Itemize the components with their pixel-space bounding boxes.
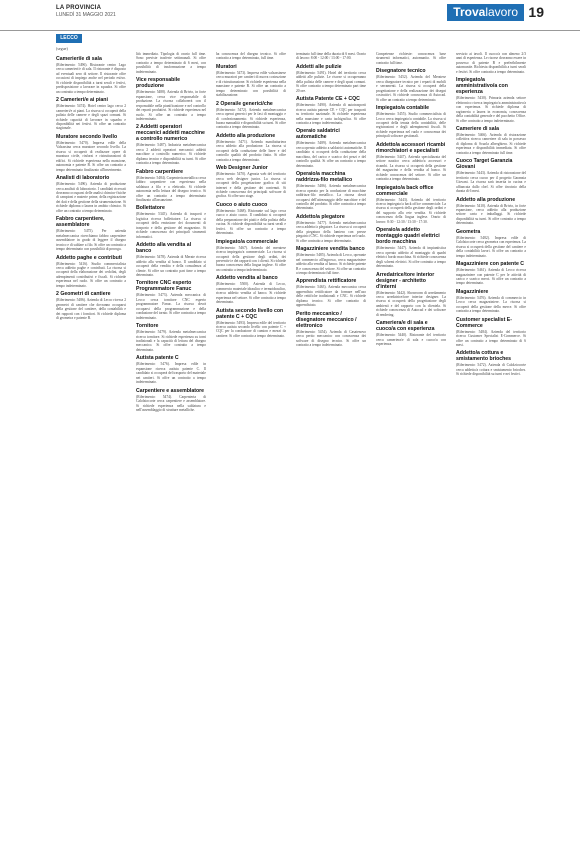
job-title: Web Designer Junior [216, 165, 268, 172]
job-description: (Riferimento: 5410). Azienda di Brivio, in forte espansione, cerca addetto alla produzione settore carta e imballaggi. Si richiede disponibilità su turni. Si offre contratto a tempo determinato. [456, 203, 526, 226]
brand-bold: Trova [453, 5, 486, 19]
column-4 [296, 52, 366, 842]
job-description: (Riferimento: 5471). Azienda manifatturiera cerca addetto alla produzione. La risorsa si occuperà della conduzione delle linee e del controllo qualità del prodotto finito. Si offre contratto a tempo determinato. [216, 139, 286, 162]
job-ad [376, 227, 446, 268]
job-ad [136, 205, 206, 239]
job-ad [136, 388, 206, 413]
brand-light: lavoro [485, 5, 518, 19]
job-ad [216, 202, 286, 236]
job-ad [216, 308, 286, 339]
job-description: (Riferimento: 5476). Azienda di commercio in Lecco cerca magazziniere. La risorsa si occuperà della gestione della merce. Si offre contratto a tempo determinato. [456, 295, 526, 314]
job-ad [56, 97, 126, 131]
job-description: (Riferimento: 5473). Azienda meccanica di Lecco cerca tornitore CNC esperto programmatore Fanuc. La risorsa dovrà occuparsi della programmazione e della conduzione del tornio. Si offre contratto a tempo indeterminato. [136, 293, 206, 320]
job-title: Addetto/a accessori ricambi rimorchiatori e specialisti [376, 141, 446, 154]
publication-name: LA PROVINCIA [56, 5, 102, 11]
job-description: (Riferimento: 5487). Industria metalmeccanica cerca 2 addetti operatori meccanici addetti macchine a controllo numerico. Si richiede diploma tecnico e disponibilità su turni. Si offre contratto a tempo determinato. [136, 143, 206, 166]
job-description: (Riferimento: 5478). Azienda di Merate ricerca addetto alla vendita al banco. Il candidato si occuperà della vendita e della consulenza al cliente. Si offre un contratto part time a tempo determinato. [136, 255, 206, 277]
job-description: (Riferimento: 5488). Azienda di Brivio, in forte espansione, cerca vice responsabile di produzione. La risorsa collaborerà con il responsabile nella pianificazione e nel controllo dei reparti produttivi. Si richiede esperienza nel ruolo. Si offre un contratto a tempo indeterminato. [136, 90, 206, 121]
job-title: Muratore secondo livello [56, 133, 118, 140]
job-ad [296, 171, 366, 211]
job-title: Tornitore [136, 323, 159, 330]
job-description: (Riferimento: 5496). Azienda di produzione cerca analisti di laboratorio. I candidati ricercati dovranno occuparsi delle analisi chimico-fisiche di campioni e materie prime, della registrazione dei dati e della gestione della strumentazione. Si richiede diploma o laurea in ambito chimico. Si offre un contratto a tempo determinato. [56, 182, 126, 213]
job-description: (Riferimento: 5447). Azienda specializzata del settore nautico cerca addetto/a accessori e ricambi. La risorsa si occuperà della gestione del magazzino e della vendita al banco. Si richiede conoscenza del settore. Si offre un contratto a tempo determinato. [376, 154, 446, 182]
job-ad [296, 96, 366, 125]
job-ad [376, 320, 446, 346]
job-title: 2 Addetti operatori meccanici addetti macchine a controllo numerico [136, 124, 205, 143]
job-ad [136, 124, 206, 165]
job-ad [56, 291, 126, 320]
job-ad [456, 126, 526, 155]
job-description: (Riferimento: 5486). Azienda metalmeccanica ricerca operaio per la conduzione di macchine raddrizza-filo metallico. La risorsa dovrà occuparsi dell'attrezzaggio delle macchine e del controllo del prodotto. Si offre contratto a tempo determinato. [296, 184, 366, 211]
job-title: Operaio/a macchina raddrizza-filo metallico [296, 171, 353, 184]
job-title: Muratori [216, 63, 237, 70]
job-description: (Riferimento: 5467). Azienda del meratese ricerca impiegato/a commerciale. La risorsa si occuperà della gestione degli ordini, dei preventivi e dei rapporti con i clienti. Si richiede buona conoscenza della lingua inglese. Si offre un contratto a tempo indeterminato. [216, 245, 286, 272]
job-description: (Riferimento: 5470). Agenzia web del territorio cerca web designer junior. La risorsa si occuperà della progettazione grafica di siti internet e della gestione dei contenuti. Si richiede conoscenza dei principali software di grafica. Si offre uno stage. [216, 172, 286, 199]
job-title: Fabbro carpentiere [136, 168, 183, 175]
column-2 [136, 52, 206, 842]
job-title: Cuoco Target Garanzia Giovani [456, 158, 513, 171]
job-title: Addetto alla produzione [216, 132, 276, 139]
job-ad [296, 214, 366, 243]
job-ad [56, 255, 126, 289]
job-description: (Riferimento: 5474). Hotel centro lago cerca 2 camerieri/e ai piani. La risorsa si occuperà della pulizia delle camere e degli spazi comuni. Si richiede capacità di lavorare in squadra e disponibilità nei festivi. Si offre un contratto stagionale. [56, 104, 126, 131]
job-description: (Riferimento: 5461). Azienda di Lecco ricerca magazziniere con patente C per le attività di carico e scarico merci. Si offre un contratto a tempo determinato. [456, 268, 526, 286]
job-ad [56, 134, 126, 172]
job-title: Bollettatore [136, 205, 165, 212]
job-title: Impiegato/a commerciale [216, 238, 278, 245]
job-title: Autista Patente CE + CQC [296, 96, 360, 103]
page-number: 19 [528, 4, 544, 20]
job-ad [296, 128, 366, 168]
job-ad [296, 52, 366, 61]
job-ad [56, 56, 126, 94]
job-title: Impiegato/a amministrativo/a con esperienza [456, 77, 508, 96]
job-ad [376, 68, 446, 102]
job-description: (Riferimento: 5452). Azienda del Meratese cerca disegnatore tecnico per i reparti di mobili e serramenti. La risorsa si occuperà della progettazione e della realizzazione dei disegni costruttivi. Si richiede conoscenza di Autocad. Si offre un contratto a tempo determinato. [376, 75, 446, 102]
job-description: (Riferimento: 5473). Impresa edile valsassinese cerca muratori per cantieri di nuova costruzione e di ristrutturazione. Si richiede esperienza nella mansione e patente B. Si offre un contratto a tempo determinato con possibilità di stabilizzazione. [216, 70, 286, 98]
job-title: Impiegato/a back office commerciale [376, 184, 434, 197]
job-title: Magazziniere con patente C [456, 261, 525, 268]
job-description: (Riferimento: 5475). Per azienda metalmeccanica ricerchiamo fabbro carpentiere assemblatore in grado di leggere il disegno tecnico e di saldare a filo. Si offre un contratto a tempo determinato con possibilità di proroga. [56, 229, 126, 252]
job-title: Analisti di laboratorio [56, 175, 110, 182]
job-title: Customer specialist E-Commerce [456, 316, 512, 329]
job-ad [296, 278, 366, 307]
job-ad [216, 101, 286, 130]
job-ad [136, 52, 206, 74]
job-ad [296, 246, 366, 275]
job-ad [216, 64, 286, 98]
job-description: (Riferimento: 5476). Impresa edile in espansione ricerca autista patente C. Il candidato si occuperà del trasporto del materiale nei cantieri. Si offre un contratto a tempo indeterminato. [136, 362, 206, 385]
job-ad [456, 52, 526, 74]
job-ad [136, 323, 206, 352]
publication-date: LUNEDÌ 31 MAGGIO 2021 [56, 12, 116, 18]
job-title: Autista patente C [136, 355, 179, 362]
job-description: (Riferimento: 5416). Studio commercialista cerca addetto paghe e contributi. La risorsa si occuperà della elaborazione dei cedolini, degli adempimenti contributivi e fiscali. Si richiede esperienza nel ruolo. Si offre un contratto a tempo indeterminato. [56, 261, 126, 288]
job-description: (Riferimento: 5430). Primaria azienda settore elettronico ricerca impiegato/a amministrativo/a con esperienza. Si richiede diploma di ragioneria o laurea in economia, conoscenza della contabilità generale e del pacchetto Office. Si offre contratto a tempo indeterminato. [456, 96, 526, 123]
job-description: (Riferimento: 5482). Impresa edile di Calolziocorte cerca geometra con esperienza. La risorsa si occuperà della gestione del cantiere e della contabilità lavori. Si offre un contratto a tempo indeterminato. [456, 235, 526, 258]
page-header [0, 0, 580, 31]
job-title: Addetto alla produzione [456, 196, 516, 203]
job-description: (Riferimento: 5484). Carpenteria metallica cerca fabbro carpentiere con esperienza nella saldatura a filo e a elettrodo. Si richiede autonomia nella lettura del disegno tecnico. Si offre un contratto a tempo determinato finalizzato all'assunzione. [136, 175, 206, 202]
job-description: (Riferimento: 5463). Azienda meccanica cerca apprendista rettificatore da formare nell'uso delle rettifiche tradizionali e CNC. Si richiede diploma tecnico. Si offre contratto di apprendistato. [296, 285, 366, 308]
job-title: Addetto alla vendita al banco [136, 242, 192, 255]
job-title: Operaio/a addetto montaggio quadri elettrici bordo macchina [376, 227, 440, 246]
job-ad [136, 169, 206, 203]
job-title: Autista secondo livello con patente C + CQC [216, 307, 284, 320]
job-description: (Riferimento: 5345). Azienda di trasporti e logistica ricerca bollettatore. La risorsa si occuperà della emissione dei documenti di trasporto e della gestione del magazzino. Si richiede conoscenza dei principali strumenti informatici. [136, 212, 206, 239]
job-ad [456, 317, 526, 348]
job-description: (Riferimento: 5442). Showroom di arredamento cerca arredatrice/tore interior designer. La risorsa si occuperà della progettazione degli ambienti e del rapporto con la clientela. Si richiede conoscenza di Autocad e dei software di rendering. [376, 290, 446, 317]
job-title: Cuoco o aiuto cuoco [216, 201, 268, 208]
job-description: (Riferimento: 5454). Azienda di Casatenovo cerca perito meccanico con conoscenza dei software di disegno tecnico. Si offre un contratto a tempo indeterminato. [296, 329, 366, 348]
job-title: Addetto paghe e contributi [56, 254, 122, 261]
job-description: ha conoscenza del disegno tecnico. Si offre contratto a tempo determinato, full time. [216, 52, 286, 61]
job-ad [216, 52, 286, 61]
job-description: servizio ai tavoli. Il cuoco/a con almeno 2/3 anni di esperienza. Le risorse dovranno essere in possesso di patente B e preferibilmente automunite. Richiesta disponibilità a turni serali e festivi. Si offre contratto a tempo determinato. [456, 52, 526, 74]
job-ad [136, 355, 206, 384]
job-ad [456, 289, 526, 314]
section-subtitle: (segue) [56, 46, 68, 51]
job-description: (Riferimento: 5472). Azienda di Calolziocorte cerca addetto/a cottura e smistamento brioches. Si richiede disponibilità su turni e nei festivi. [456, 363, 526, 377]
job-ad [376, 272, 446, 318]
job-title: Cameriere di sala [456, 125, 499, 132]
job-ad [376, 142, 446, 182]
job-ad [456, 197, 526, 226]
job-title: 2 Geometri di cantiere [56, 291, 111, 298]
job-description: (Riferimento: 5486). Azienda di Lecco ricerca 2 geometri di cantiere che dovranno occuparsi della gestione del cantiere, della contabilità e dei rapporti con i fornitori. Si richiede diploma di geometra e patente B. [56, 298, 126, 321]
job-description: (Riferimento: 5466). Azienda di ristorazione collettiva ricerca cameriere di sala in possesso di diploma di Scuola alberghiera. Si richiede esperienza e disponibilità immediata. Si offre contratto a tempo determinato full time. [456, 132, 526, 155]
job-title: Operaio saldatrici automatiche [296, 128, 340, 141]
job-ad [216, 133, 286, 162]
job-description: (Riferimento: 5489). Azienda metalmeccanica cerca operaio addetto a saldatrici automatiche. Il candidato si occuperà della conduzione della macchina, del carico e scarico dei pezzi e del controllo qualità. Si offre un contratto a tempo determinato. [296, 141, 366, 168]
job-title: Impiegato/a contabile [376, 105, 430, 112]
job-title: Cameriera/e di sala e cuoco/a con esperienza [376, 320, 435, 333]
job-description: (Riferimento: 5470). Impresa edile della Valsassina cerca muratore secondo livello. La risorsa si occuperà di realizzare opere di muratura civile, rinforzi e ristrutturazioni di edifici. Si richiede esperienza nella mansione, autonomia e patente B. Si offre un contratto a tempo determinato finalizzato all'inserimento. [56, 140, 126, 172]
job-title: Addetto/a plegatore [296, 213, 345, 220]
job-ad [456, 158, 526, 193]
job-title: 2 Camerieri/e ai piani [56, 97, 108, 104]
job-title: Geometra [456, 228, 481, 235]
job-description: (Riferimento: 5491). Hotel del territorio cerca addetti alle pulizie. Le risorse si occuperanno della pulizia delle camere e degli spazi comuni. Si offre contratto a tempo determinato part time 20 ore. [296, 70, 366, 93]
job-ad [216, 239, 286, 273]
column-6 [456, 52, 526, 842]
job-description: (Riferimento: 5447). Azienda di impiantistica cerca operaio addetto al montaggio di quadri elettrici bordo macchina. Si richiede conoscenza degli schemi elettrici. Si offre contratto a tempo determinato. [376, 246, 446, 269]
job-description: (Riferimento: 5468). Ristorante sul lago cerca cuoco o aiuto cuoco. Il candidato si occuperà della preparazione dei piatti e della pulizia della cucina. Si richiede disponibilità su turni serali e festivi. Si offre un contratto a tempo determinato. [216, 208, 286, 236]
job-title: Tornitore CNC esperto Programmatore Fanuc [136, 280, 192, 293]
job-title: Camerieri/e di sala [56, 56, 102, 62]
job-ad [216, 165, 286, 199]
job-description: (Riferimento: 5485). Azienda di Lecco, operante nel commercio all'ingrosso, cerca magazziniere addetto alla vendita al banco. Si richiede patente B e conoscenza del settore. Si offre un contratto a tempo determinato full time. [296, 253, 366, 275]
job-description: (Riferimento: 5455). Studio commercialista di Lecco cerca impiegato/a contabile. La risorsa si occuperà della tenuta della contabilità, delle registrazioni e degli adempimenti fiscali. Si richiede esperienza nel ruolo e conoscenza dei principali software gestionali. [376, 112, 446, 139]
column-3 [216, 52, 286, 842]
job-ad [296, 311, 366, 348]
job-title: Apprendista rettificatore [296, 278, 357, 285]
job-title: Arredatrice/tore interior designer - architetto d'interni [376, 271, 435, 290]
job-ad [456, 229, 526, 258]
job-title: Fabbro carpentiere, assemblatore [56, 216, 105, 229]
job-title: Addetti alle pulizie [296, 63, 342, 70]
job-description: (Riferimento: 5493). Impresa edile del territorio ricerca autista secondo livello con patente C + CQC per la conduzione di camion e mezzi da cantiere. Si offre contratto a tempo determinato. [216, 320, 286, 338]
job-ad [136, 280, 206, 320]
job-description: terminato full time della durata di 6 mesi. Orario di lavoro: 8:00 - 12:00 / 13:00 - 17:00. [296, 52, 366, 61]
job-title: Magazziniere vendita banco [296, 246, 365, 253]
job-title: 2 Operai/e generici/che [216, 100, 273, 107]
job-ad [376, 105, 446, 139]
job-description: (Riferimento: 5472). Azienda metalmeccanica cerca operai generici per le fasi di montaggio e di confezionamento. Si richiede esperienza, buona manualità e disponibilità su turni. Si offre contratto a tempo determinato. [216, 107, 286, 130]
job-description: (Riferimento: 5443). Azienda del territorio ricerca impiegato/a back office commerciale. La risorsa si occuperà della gestione degli ordini e del supporto alla rete vendita. Si richiede conoscenza della lingua inglese. Orario di lavoro: 8:30 - 12:30 / 13:30 - 17:30. [376, 197, 446, 224]
job-title: Magazziniere [456, 288, 489, 295]
job-title: Vice responsabile produzione [136, 77, 181, 90]
job-description: (Riferimento: 5484). Azienda del territorio ricerca Customer Specialist E-Commerce. Si offre un contratto a tempo determinato di 6 mesi. [456, 329, 526, 348]
job-description: (Riferimento: 5500). Azienda di Lecco, commercio materiale idraulico e termoidraulico, ricerca addetto vendita al banco. Si richiede esperienza nel settore. Si offre contratto a tempo determinato. [216, 282, 286, 305]
job-description: (Riferimento: 5477). Azienda metalmeccanica cerca addetto/a plegatore. La risorsa si occuperà della piegatura della lamiera con presse piegatrici CNC. Si richiede esperienza nel ruolo. Si offre contratto a tempo determinato. [296, 220, 366, 243]
job-title: Carpentiere e assemblatore [136, 387, 205, 394]
job-description: (Riferimento: 5479). Azienda metalmeccanica ricerca tornitore. Si richiede esperienza su torni tradizionali e la capacità di lettura del disegno meccanico. Si offre contratto a tempo determinato. [136, 330, 206, 352]
section-label: LECCO [56, 34, 82, 43]
job-ad [136, 242, 206, 277]
job-ad [56, 216, 126, 251]
job-description: (Riferimento: 5440). Ristorante del territorio cerca cameriera/e di sala e cuoco/a con esperienza. [376, 333, 446, 347]
job-description: (Riferimento: 5443). Azienda di ristorazione del territorio cerca cuoco per il progetto Garanzia Giovani. La risorsa sarà inserita in cucina e affiancata dallo chef. Si offre tirocinio della durata di 6 mesi. [456, 171, 526, 194]
job-description: (Riferimento: 5496). Ristorante centro Lago cerca camerieri/e di sala. Il ristorante è disposto ad eventuali zero di settore. Il ristorante offre occasioni di impiego anche nel periodo estivo. Si richiede disponibilità a turni serali e festivi, predisposizione a lavorare in squadra. Si offre un contratto a tempo determinato. [56, 63, 126, 94]
job-ad [296, 64, 366, 93]
job-description: (Riferimento: 5474). Carpenteria di Calolziocorte cerca carpentiere e assemblatore. Si richiede esperienza nella saldatura e nell'assemblaggio di strutture metalliche. [136, 394, 206, 413]
job-description: Competenze richieste: conoscenza base strumenti informatici, automunito. Si offre contratto full time. [376, 52, 446, 65]
job-title: Perito meccanico / disegnatore meccanico / elettronico [296, 310, 357, 329]
job-ad [56, 175, 126, 213]
job-ad [456, 261, 526, 286]
job-ad [376, 52, 446, 65]
job-title: Addetto vendita al banco [216, 275, 278, 282]
job-description: (Riferimento: 5490). Azienda di autotrasporti ricerca autista patente CE + CQC per trasporti su territorio nazionale. Si richiede esperienza nella mansione e carta tachigrafica. Si offre contratto a tempo indeterminato. [296, 103, 366, 125]
job-description: lità immediata. Tipologia di orario full time. Sono previste trasferte settimanali. Si offre contratto a tempo determinato di 6 mesi, con possibilità di trasformazione a tempo indeterminato. [136, 52, 206, 74]
column-1 [56, 56, 126, 846]
job-ad [456, 350, 526, 376]
column-5 [376, 52, 446, 842]
job-ad [376, 185, 446, 225]
section-brand [447, 4, 524, 21]
job-ad [136, 77, 206, 121]
job-title: Addetto/a cottura e smistamento brioches [456, 350, 512, 363]
job-ad [456, 77, 526, 123]
job-title: Disegnatore tecnico [376, 68, 426, 75]
job-ad [216, 275, 286, 304]
